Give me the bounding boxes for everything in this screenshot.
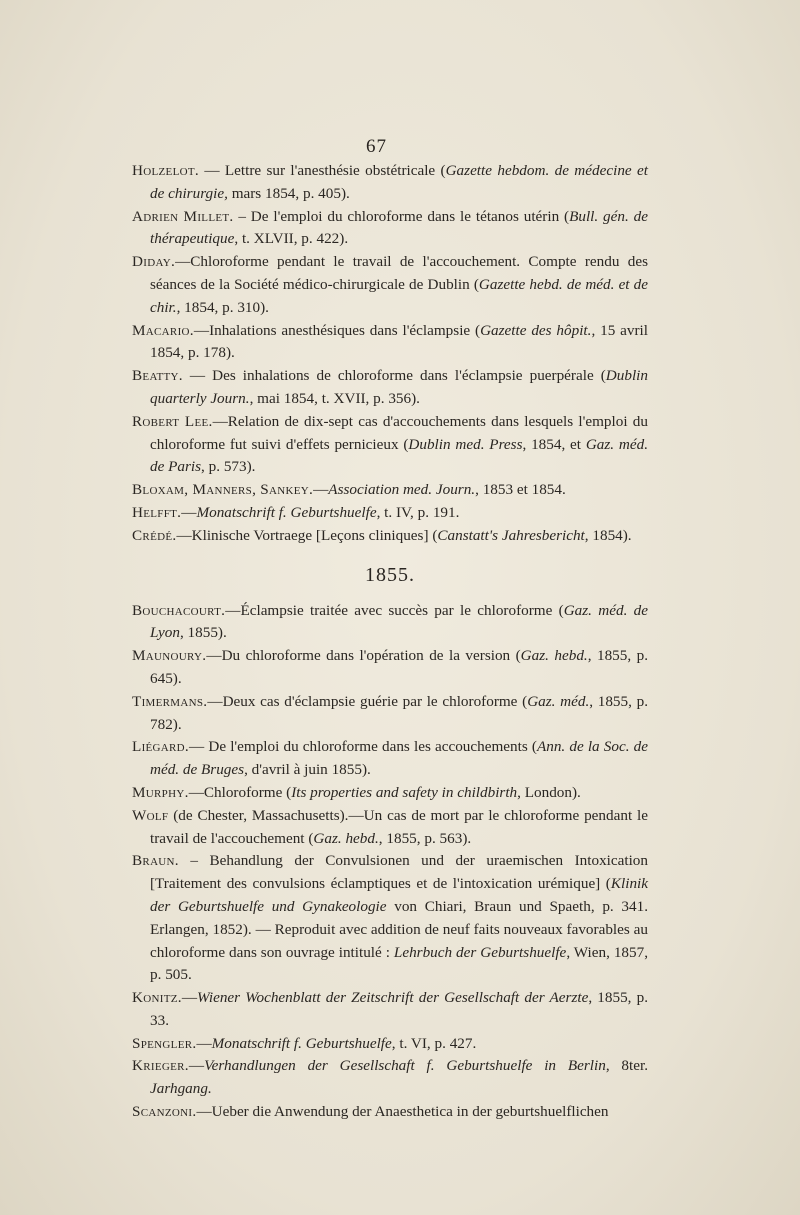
author-name: Crédé. — [132, 526, 177, 544]
entry-text: , 1854, et — [522, 435, 586, 453]
author-name: Robert Lee. — [132, 412, 213, 430]
citation-title: Wiener Wochenblatt der Zeitschrift der Gesellschaft der Aerzte — [197, 989, 589, 1007]
bibliography-entry — [132, 1033, 648, 1056]
bibliography-entry — [132, 320, 648, 366]
bibliography-entry — [132, 600, 648, 646]
bibliography — [132, 160, 648, 1124]
bibliography-entry — [132, 691, 648, 737]
entry-text: —Éclampsie traitée avec succès par le chloroforme ( — [225, 601, 564, 619]
citation-title: Gazette hebd. de méd. et de chir. — [150, 275, 648, 316]
bibliography-entry — [132, 1101, 648, 1124]
entry-text: — Lettre sur l'anesthésie obstétricale ( — [198, 162, 446, 179]
entry-text: , London). — [517, 783, 581, 801]
bibliography-entry — [132, 160, 648, 206]
bibliography-entry — [132, 411, 648, 479]
entry-text: , 1855). — [179, 624, 227, 642]
entry-text: , t. IV, p. 191. — [376, 503, 460, 521]
entry-text: —Chloroforme ( — [188, 783, 292, 801]
entry-text: —Klinische Vortraege [Leçons cliniques] ( — [176, 526, 438, 544]
author-name: Spengler. — [132, 1034, 197, 1052]
citation-title: Monatschrift f. Geburtshuelfe — [196, 503, 377, 521]
entry-text: — — [313, 481, 329, 499]
citation-title: Gazette des hôpit. — [480, 321, 592, 339]
entry-text: —Chloroforme pendant le travail de l'accouchement. Compte rendu des séances de la Société médico-chirurgicale de Dublin ( — [150, 253, 648, 293]
entry-text: , t. XLVII, p. 422). — [234, 230, 349, 248]
bibliography-1854 — [132, 160, 648, 548]
author-name: Beatty. — [132, 367, 183, 385]
entry-text: , d'avril à juin 1855). — [244, 761, 371, 779]
entry-text: — — [196, 1034, 212, 1052]
page-number: 67 — [366, 136, 387, 157]
bibliography-1855 — [132, 600, 648, 1124]
bibliography-entry — [132, 479, 648, 502]
citation-title: Ann. de la Soc. de méd. de Bruges — [150, 738, 648, 779]
author-name: Wolf — [132, 806, 169, 824]
entry-text: —Ueber die Anwendung der Anaesthetica in der geburtshuelflichen — [196, 1103, 609, 1121]
citation-title: Gaz. méd. de Lyon — [150, 601, 649, 642]
entry-text: — — [188, 1057, 205, 1075]
entry-text: — De l'emploi du chloroforme dans les accouchements ( — [189, 738, 537, 756]
entry-text: , 8ter. — [605, 1057, 648, 1075]
entry-text: — — [181, 989, 198, 1007]
bibliography-entry — [132, 782, 648, 805]
author-name: Scanzoni. — [132, 1103, 197, 1121]
bibliography-entry — [132, 850, 648, 987]
entry-text: —Relation de dix-sept cas d'accouchements dans lesquels l'emploi du chloroforme fut suivi d'effets pernicieux ( — [150, 412, 648, 453]
entry-text: (de Chester, Massachusetts).—Un cas de mort par le chloroforme pendant le travail de l'accouchement ( — [150, 806, 648, 847]
bibliography-entry — [132, 1055, 648, 1101]
citation-title: Its properties and safety in childbirth — [291, 783, 518, 801]
author-name: Krieger. — [132, 1057, 189, 1075]
author-name: Murphy. — [132, 783, 189, 801]
entry-text: , 1855, p. 782). — [150, 692, 648, 733]
entry-text: —Du chloroforme dans l'opération de la version ( — [206, 647, 521, 665]
citation-title: Verhandlungen der Gesellschaft f. Geburtshuelfe in Berlin — [204, 1057, 606, 1075]
citation-title: Dublin quarterly Journ. — [150, 367, 648, 407]
entry-text: mars 1854, p. 405). — [227, 184, 350, 202]
bibliography-entry — [132, 645, 648, 691]
entry-text: , 15 avril 1854, p. 178). — [150, 321, 648, 362]
author-name: Diday. — [132, 253, 176, 271]
citation-title: Gazette hebdom. de médecine et de chirurgie, — [150, 162, 648, 202]
citation-title: Gaz. méd. de Paris — [150, 435, 648, 476]
author-name: Adrien Millet. — [132, 207, 234, 225]
citation-title: Jarhgang. — [150, 1080, 212, 1098]
entry-text: , mai 1854, t. XVII, p. 356). — [249, 389, 420, 407]
author-name: Holzelot. — [132, 162, 199, 179]
citation-title: Canstatt's Jahresbericht — [437, 526, 585, 544]
author-name: Timermans. — [132, 692, 208, 710]
citation-title: Gaz. hebd. — [313, 829, 379, 847]
citation-title: Lehrbuch der Geburtshuelfe — [393, 943, 567, 961]
citation-title: Gaz. hebd. — [520, 647, 588, 665]
entry-text: , 1855, p. 645). — [150, 647, 648, 687]
citation-title: Association med. Journ. — [328, 481, 476, 499]
entry-text: – De l'emploi du chloroforme dans le tétanos utérin ( — [233, 207, 570, 225]
bibliography-entry — [132, 987, 648, 1033]
bibliography-entry — [132, 525, 648, 548]
bibliography-entry — [132, 502, 648, 525]
citation-title: Monatschrift f. Geburtshuelfe — [211, 1034, 392, 1052]
entry-text: — — [181, 503, 197, 521]
author-name: Bloxam, Manners, Sankey. — [132, 481, 314, 499]
author-name: Liégard. — [132, 738, 190, 756]
entry-text: , 1854). — [584, 526, 632, 544]
citation-title: Gaz. méd. — [527, 692, 590, 710]
author-name: Konitz. — [132, 989, 182, 1007]
entry-text: , t. VI, p. 427. — [391, 1034, 477, 1052]
entry-text: , Wien, 1857, p. 505. — [150, 943, 648, 984]
author-name: Braun. — [132, 852, 179, 870]
bibliography-entry — [132, 206, 648, 252]
bibliography-entry — [132, 805, 648, 851]
entry-text: , p. 573). — [201, 458, 256, 476]
entry-text: —Deux cas d'éclampsie guérie par le chloroforme ( — [207, 692, 528, 710]
entry-text: , 1855, p. 563). — [378, 829, 472, 847]
author-name: Macario. — [132, 321, 194, 339]
citation-title: Klinik der Geburtshuelfe und Gynakeologie — [150, 875, 648, 915]
entry-text: — Des inhalations de chloroforme dans l'éclampsie puerpérale ( — [182, 367, 606, 385]
entry-text: —Inhalations anesthésiques dans l'éclampsie ( — [193, 321, 481, 339]
author-name: Maunoury. — [132, 647, 207, 665]
entry-text: von Chiari, Braun und Spaeth, p. 341. Erlangen, 1852). — Reproduit avec addition de neuf faits nouveaux favorables au chloroforme dans son ouvrage intitulé : — [150, 897, 648, 961]
entry-text: – Behandlung der Convulsionen und der uraemischen Intoxication [Traitement des convulsions éclamptiques et de l'intoxication urémique] ( — [150, 852, 648, 893]
bibliography-entry — [132, 736, 648, 782]
author-name: Helfft. — [132, 503, 182, 521]
entry-text: , 1853 et 1854. — [475, 481, 566, 499]
citation-title: Dublin med. Press — [408, 435, 523, 453]
citation-title: Bull. gén. de thérapeutique — [150, 207, 648, 248]
bibliography-entry — [132, 251, 648, 319]
author-name: Bouchacourt. — [132, 601, 226, 619]
year-heading: 1855. — [365, 563, 415, 586]
bibliography-entry — [132, 365, 648, 411]
entry-text: , 1855, p. 33. — [150, 989, 649, 1029]
entry-text: , 1854, p. 310). — [176, 298, 269, 316]
